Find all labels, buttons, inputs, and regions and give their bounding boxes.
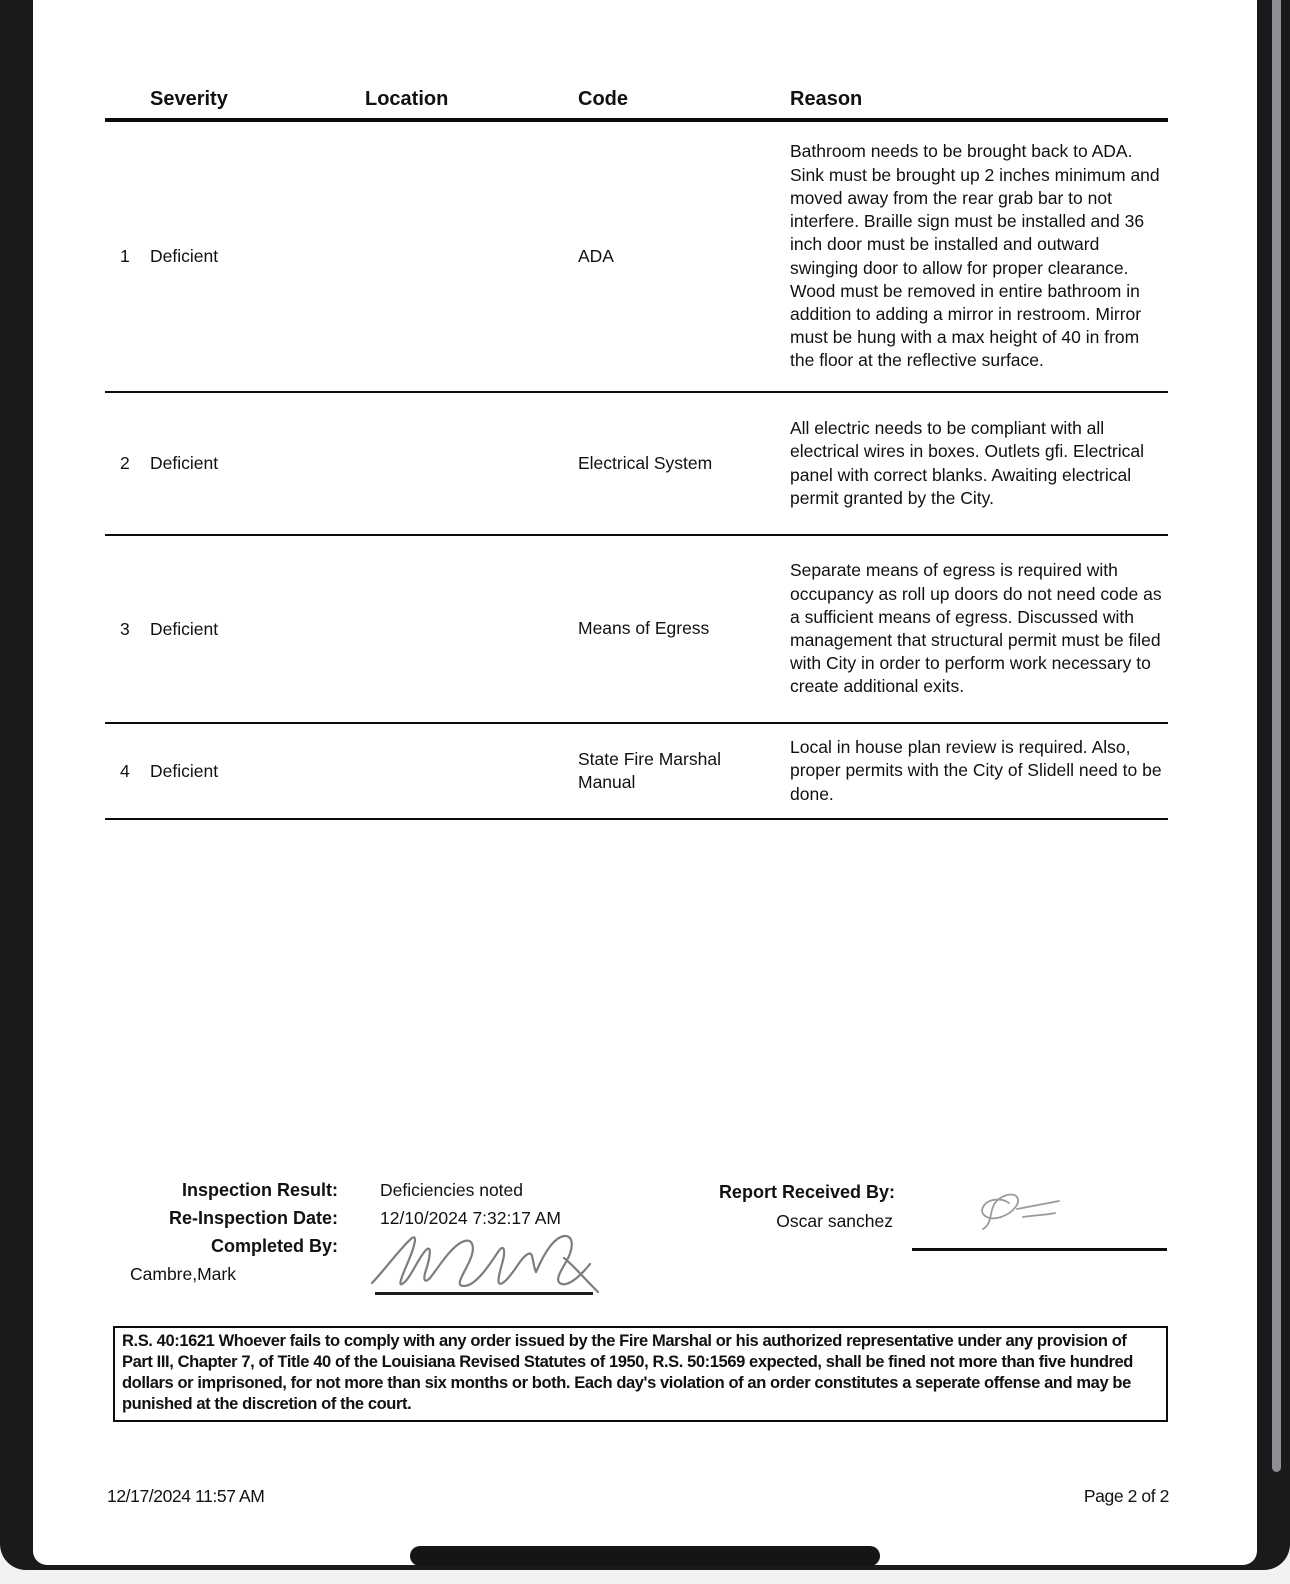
reinspection-date-value: 12/10/2024 7:32:17 AM <box>380 1208 561 1228</box>
completed-by-label: Completed By: <box>210 1236 338 1256</box>
sheet-grabber-handle[interactable] <box>410 1546 880 1566</box>
report-received-by-label: Report Received By: <box>718 1182 895 1202</box>
inspection-result-label: Inspection Result: <box>181 1180 338 1200</box>
row-number: 2 <box>120 453 130 473</box>
table-header-spacer <box>105 88 150 111</box>
table-header-row <box>105 88 1168 122</box>
severity-cell: Deficient <box>150 453 219 473</box>
code-cell: Electrical System <box>578 452 713 473</box>
reason-cell: All electric needs to be compliant with all electrical wires in boxes. Outlets gfi. Electrical panel with correct blanks. Awaiting electrical permit granted by the City. <box>790 418 1145 508</box>
deficiency-table <box>105 88 1168 820</box>
recipient-signature-line <box>912 1248 1167 1251</box>
reason-cell: Separate means of egress is required with occupancy as roll up doors do not need code as a sufficient means of egress. Discussed with management that structural permit must be filed with City in order to perform work necessary to create additional exits. <box>790 560 1162 697</box>
legal-notice-text: R.S. 40:1621 Whoever fails to comply with any order issued by the Fire Marshal or his authorized representative under any provision of Part III, Chapter 7, of Title 40 of the Louisiana Revised Statutes of 1950, R.S. 50:1569 expected, shall be fined not more than five hundred dollars or imprisoned, for not more than six months or both. Each day's violation of an order constitutes a seperate offense and may be punished at the discretion of the court. <box>122 1332 1133 1413</box>
scrollbar-thumb[interactable] <box>1272 0 1281 1472</box>
row-number: 4 <box>120 760 130 781</box>
recipient-signature <box>963 1183 1153 1233</box>
page-footer <box>107 1486 1169 1507</box>
table-row <box>105 393 1168 536</box>
page-number-indicator: Page 2 of 2 <box>1083 1486 1169 1506</box>
completed-by-name: Cambre,Mark <box>130 1264 236 1284</box>
report-received-by-name: Oscar sanchez <box>776 1211 893 1231</box>
col-header-location: Location <box>365 88 449 110</box>
inspection-result-value: Deficiencies noted <box>380 1180 523 1200</box>
code-cell: ADA <box>578 245 614 266</box>
severity-cell: Deficient <box>150 760 219 781</box>
inspector-signature-line <box>375 1292 593 1295</box>
table-row <box>105 536 1168 724</box>
table-row <box>105 724 1168 820</box>
severity-cell: Deficient <box>150 618 219 639</box>
code-cell: Means of Egress <box>578 618 710 639</box>
row-number: 1 <box>120 246 130 266</box>
table-row <box>105 122 1168 393</box>
code-cell: State Fire Marshal Manual <box>578 748 721 792</box>
document-page <box>33 0 1257 1565</box>
inspector-signature <box>368 1228 603 1296</box>
severity-cell: Deficient <box>150 246 219 266</box>
reinspection-date-label: Re-Inspection Date: <box>168 1208 338 1228</box>
legal-notice-box <box>113 1326 1168 1422</box>
col-header-reason: Reason <box>790 88 863 110</box>
row-number: 3 <box>120 618 130 639</box>
reason-cell: Bathroom needs to be brought back to ADA. Sink must be brought up 2 inches minimum and moved away from the rear grab bar to not interfere. Braille sign must be installed and 36 inch door must be installed and outward swinging door to allow for proper clearance. Wood must be removed in entire bathroom in addition to adding a mirror in restroom. Mirror must be hung with a max height of 40 in from the floor at the reflective surface. <box>790 141 1160 371</box>
col-header-severity: Severity <box>150 88 228 110</box>
reason-cell: Local in house plan review is required. Also, proper permits with the City of Slidell need to be done. <box>790 737 1162 804</box>
report-generated-datetime: 12/17/2024 11:57 AM <box>107 1486 265 1506</box>
col-header-code: Code <box>578 88 628 110</box>
